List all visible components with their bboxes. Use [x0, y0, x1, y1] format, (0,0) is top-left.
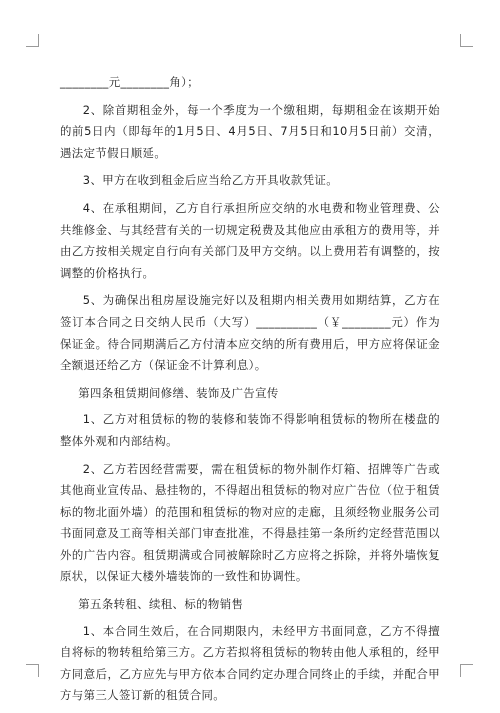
- paragraph-clause-5: 5、为确保出租房屋设施完好以及租期内相关费用如期结算，乙方在签订本合同之日交纳人民币（大写）__________（￥________元）作为保证金。待合同期满后乙方付清本应交纳的所有费用后，甲方应将保证金全额退还给乙方（保证金不计算利息）。: [60, 293, 440, 373]
- crop-mark-bottom-right: [460, 664, 473, 677]
- crop-mark-bottom-left: [26, 664, 39, 677]
- section-heading-article-4: 第四条租赁期间修缮、装饰及广告宣传: [78, 385, 279, 400]
- document-body: [60, 72, 440, 713]
- paragraph-article-4-clause-1: 1、乙方对租赁标的物的装修和装饰不得影响租赁标的物所在楼盘的整体外观和内部结构。: [60, 412, 440, 448]
- paragraph-article-4-clause-2: 2、乙方若因经营需要，需在租赁标的物外制作灯箱、招牌等广告或其他商业宣传品、悬挂物的，不得超出租赁标的物对应广告位（位于租赁标的物北面外墙）的范围和租赁标的物对应的走廊，且须经物业服务公司书面同意及工商等相关部门审查批准，不得悬挂第一条所约定经营范围以外的广告内容。租赁期满或合同被解除时乙方应将之拆除，并将外墙恢复原状，以保证大楼外墙装饰的一致性和协调性。: [60, 461, 440, 584]
- crop-mark-top-left: [26, 34, 39, 47]
- section-heading-article-5: 第五条转租、续租、标的物销售: [78, 597, 244, 612]
- paragraph-clause-3: 3、甲方在收到租金后应当给乙方开具收款凭证。: [82, 173, 339, 188]
- paragraph-clause-4: 4、在承租期间，乙方自行承担所应交纳的水电费和物业管理费、公共维修金、与其经营有关的一切规定税费及其他应由承租方的费用等，并由乙方按相关规定自行向有关部门及甲方交纳。以上费用若有调整的，按调整的价格执行。: [60, 200, 440, 280]
- paragraph-amount-fragment: ________元________角）；: [60, 75, 199, 89]
- paragraph-clause-2: 2、除首期租金外，每一个季度为一个缴租期，每期租金在该期开始的前5日内（即每年的1月5日、4月5日、7月5日和10月5日前）交清，遇法定节假日顺延。: [60, 102, 440, 160]
- crop-mark-top-right: [460, 34, 473, 47]
- paragraph-article-5-clause-1: 1、本合同生效后，在合同期限内，未经甲方书面同意，乙方不得擅自将标的物转租给第三方。乙方若拟将租赁标的物转由他人承租的，经甲方同意后，乙方应先与甲方依本合同约定办理合同终止的手续，并配合甲方与第三人签订新的租赁合同。: [60, 623, 440, 703]
